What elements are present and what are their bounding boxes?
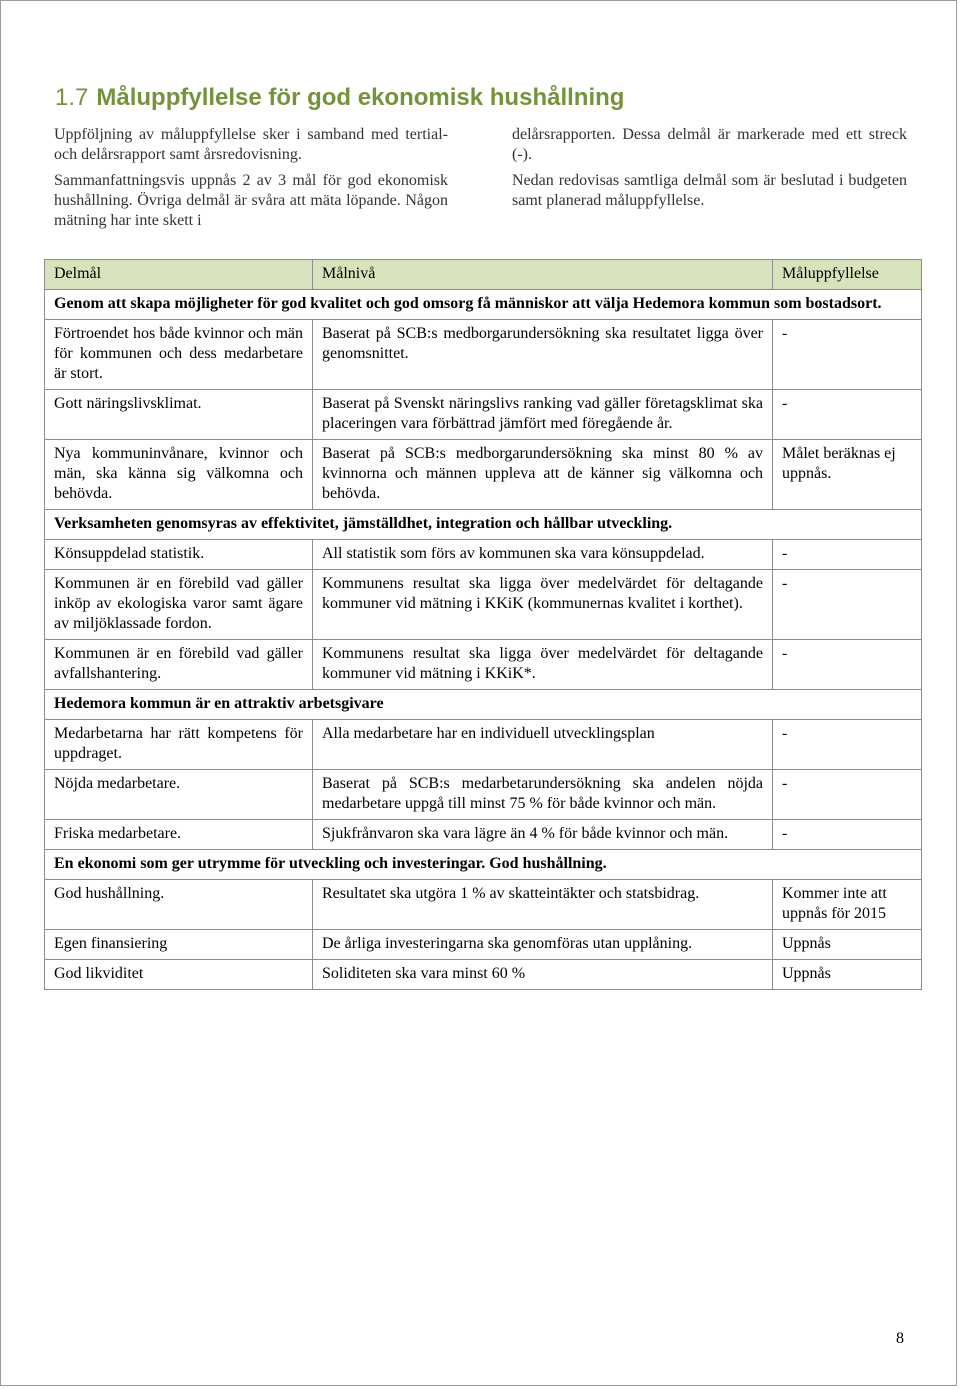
malniva-cell: Baserat på SCB:s medarbetarundersökning ska andelen nöjda medarbetare uppgå till minst 75 % för både kvinnor och män. [313,770,773,820]
malniva-cell: Baserat på SCB:s medborgarundersökning ska resultatet ligga över genomsnittet. [313,320,773,390]
goals-table [44,259,922,990]
table-row [45,320,922,390]
malniva-cell: Alla medarbetare har en individuell utvecklingsplan [313,720,773,770]
section-title: Verksamheten genomsyras av effektivitet, jämställdhet, integration och hållbar utveckling. [45,510,922,540]
malniva-cell: Soliditeten ska vara minst 60 % [313,960,773,990]
intro-left-column [54,125,448,237]
delmal-cell: Nya kommuninvånare, kvinnor och män, ska känna sig välkomna och behövda. [45,440,313,510]
table-row [45,930,922,960]
maluppfyllelse-cell: Uppnås [773,930,922,960]
table-row [45,770,922,820]
header-maluppfyllelse: Måluppfyllelse [773,260,922,290]
intro-paragraph: delårsrapporten. Dessa delmål är markerade med ett streck (-). [512,126,907,163]
intro-paragraph: Sammanfattningsvis uppnås 2 av 3 mål för god ekonomisk hushållning. Övriga delmål är svåra att mäta löpande. Någon mätning har inte skett i [54,172,448,229]
maluppfyllelse-cell: Uppnås [773,960,922,990]
malniva-cell: Resultatet ska utgöra 1 % av skatteintäkter och statsbidrag. [313,880,773,930]
section-row [45,510,922,540]
section-row [45,290,922,320]
delmal-cell: Kommunen är en förebild vad gäller avfallshantering. [45,640,313,690]
maluppfyllelse-cell: - [773,770,922,820]
malniva-cell: De årliga investeringarna ska genomföras utan upplåning. [313,930,773,960]
intro-paragraph: Nedan redovisas samtliga delmål som är beslutad i budgeten samt planerad måluppfyllelse. [512,172,907,209]
table-row [45,880,922,930]
intro-paragraph: Uppföljning av måluppfyllelse sker i samband med tertial- och delårsrapport samt årsredovisning. [54,126,448,163]
delmal-cell: God hushållning. [45,880,313,930]
page-number: 8 [896,1330,904,1347]
delmal-cell: Gott näringslivsklimat. [45,390,313,440]
delmal-cell: Nöjda medarbetare. [45,770,313,820]
table-row [45,720,922,770]
section-title: Genom att skapa möjligheter för god kvalitet och god omsorg få människor att välja Hedemora kommun som bostadsort. [45,290,922,320]
table-row [45,820,922,850]
maluppfyllelse-cell: - [773,720,922,770]
section-row [45,690,922,720]
header-delmal: Delmål [45,260,313,290]
maluppfyllelse-cell: - [773,820,922,850]
maluppfyllelse-cell: - [773,540,922,570]
goals-table-body [45,290,922,990]
table-header-row [45,260,922,290]
section-title: Måluppfyllelse för god ekonomisk hushållning [96,84,625,111]
delmal-cell: God likviditet [45,960,313,990]
table-row [45,960,922,990]
delmal-cell: Könsuppdelad statistik. [45,540,313,570]
malniva-cell: Baserat på Svenskt näringslivs ranking vad gäller företagsklimat ska placeringen vara förbättrad jämfört med föregående år. [313,390,773,440]
table-row [45,390,922,440]
maluppfyllelse-cell: Kommer inte att uppnås för 2015 [773,880,922,930]
section-row [45,850,922,880]
malniva-cell: Baserat på SCB:s medborgarundersökning ska minst 80 % av kvinnorna och männen uppleva att de känner sig välkomna och behövda. [313,440,773,510]
section-title: En ekonomi som ger utrymme för utveckling och investeringar. God hushållning. [45,850,922,880]
delmal-cell: Medarbetarna har rätt kompetens för uppdraget. [45,720,313,770]
section-title: Hedemora kommun är en attraktiv arbetsgivare [45,690,922,720]
delmal-cell: Kommunen är en förebild vad gäller inköp av ekologiska varor samt ägare av miljöklassade fordon. [45,570,313,640]
header-malniva: Målnivå [313,260,773,290]
maluppfyllelse-cell: - [773,640,922,690]
maluppfyllelse-cell: - [773,570,922,640]
malniva-cell: Kommunens resultat ska ligga över medelvärdet för deltagande kommuner vid mätning i KKiK (kommunernas kvalitet i korthet). [313,570,773,640]
table-row [45,540,922,570]
table-row [45,570,922,640]
maluppfyllelse-cell: - [773,390,922,440]
malniva-cell: Kommunens resultat ska ligga över medelvärdet för deltagande kommuner vid mätning i KKiK*. [313,640,773,690]
table-row [45,440,922,510]
malniva-cell: Sjukfrånvaron ska vara lägre än 4 % för både kvinnor och män. [313,820,773,850]
delmal-cell: Egen finansiering [45,930,313,960]
delmal-cell: Förtroendet hos både kvinnor och män för kommunen och dess medarbetare är stort. [45,320,313,390]
intro-right-column [512,125,907,217]
malniva-cell: All statistik som förs av kommunen ska vara könsuppdelad. [313,540,773,570]
maluppfyllelse-cell: Målet beräknas ej uppnås. [773,440,922,510]
section-heading [55,84,624,112]
delmal-cell: Friska medarbetare. [45,820,313,850]
section-number: 1.7 [55,84,89,111]
maluppfyllelse-cell: - [773,320,922,390]
table-row [45,640,922,690]
